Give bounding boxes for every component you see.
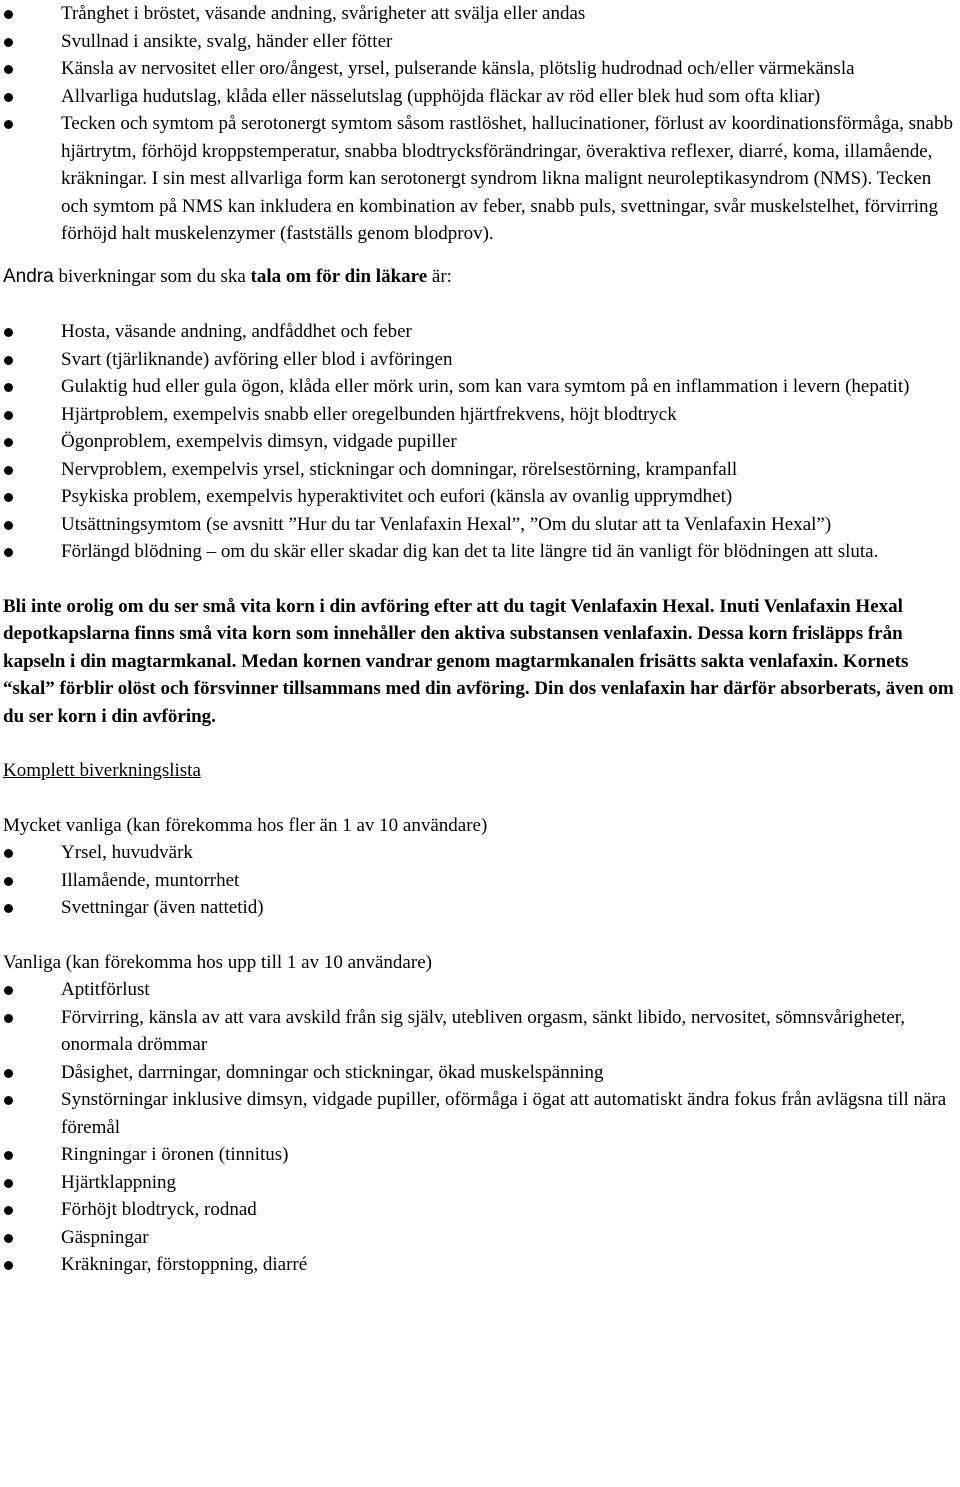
list-item: Svullnad i ansikte, svalg, händer eller fötter: [0, 28, 960, 56]
list-item: Yrsel, huvudvärk: [0, 839, 960, 867]
complete-list-heading: Komplett biverkningslista: [3, 760, 201, 781]
list-item: Dåsighet, darrningar, domningar och stickningar, ökad muskelspänning: [0, 1059, 960, 1087]
list-item: Illamående, muntorrhet: [0, 867, 960, 895]
list-item: Aptitförlust: [0, 976, 960, 1004]
list-item: Hosta, väsande andning, andfåddhet och feber: [0, 318, 960, 346]
list-item: Hjärtklappning: [0, 1169, 960, 1197]
other-side-effects-list: [0, 318, 960, 566]
list-item: Allvarliga hudutslag, klåda eller nässelutslag (upphöjda fläckar av röd eller blek hud som ofta kliar): [0, 83, 960, 111]
list-item: Synstörningar inklusive dimsyn, vidgade pupiller, oförmåga i ögat att automatiskt ändra fokus från avlägsna till nära föremål: [0, 1086, 960, 1141]
granules-info-paragraph: Bli inte orolig om du ser små vita korn i din avföring efter att du tagit Venlafaxin Hexal. Inuti Venlafaxin Hexal depotkapslarna finns små vita korn som innehåller den aktiva substansen venlafaxin. Dessa korn frisläpps från kapseln i din magtarmkanal. Medan kornen vandrar genom magtarmkanalen frisätts sakta venlafaxin. Kornets “skal” förblir olöst och försvinner tillsammans med din avföring. Din dos venlafaxin har därför absorberats, även om du ser korn i din avföring.: [3, 595, 954, 727]
list-item: Tecken och symtom på serotonergt symtom såsom rastlöshet, hallucinationer, förlust av koordinationsförmåga, snabb hjärtrytm, förhöjd kroppstemperatur, snabba blodtrycksförändringar, överaktiva reflexer, diarré, koma, illamående, kräkningar. I sin mest allvarliga form kan serotonergt syndrom likna malignt neuroleptikasyndrom (NMS). Tecken och symtom på NMS kan inkludera en kombination av feber, snabb puls, svettningar, svår muskelstelhet, förvirring förhöjd halt muskelenzymer (fastställs genom blodprov).: [0, 110, 960, 248]
list-item: Förlängd blödning – om du skär eller skadar dig kan det ta lite längre tid än vanligt för blödningen att sluta.: [0, 538, 960, 566]
heading-text-end: är:: [427, 265, 452, 287]
very-common-list: [0, 839, 960, 922]
heading-bold-text: tala om för din läkare: [250, 265, 428, 287]
list-item: Svettningar (även nattetid): [0, 894, 960, 922]
common-heading: Vanliga (kan förekomma hos upp till 1 av 10 användare): [3, 951, 432, 973]
list-item: Ringningar i öronen (tinnitus): [0, 1141, 960, 1169]
list-item: Gäspningar: [0, 1224, 960, 1252]
heading-text: biverkningar som du ska: [53, 265, 251, 287]
list-item: Känsla av nervositet eller oro/ångest, yrsel, pulserande känsla, plötslig hudrodnad och/eller värmekänsla: [0, 55, 960, 83]
list-item: Hjärtproblem, exempelvis snabb eller oregelbunden hjärtfrekvens, höjt blodtryck: [0, 401, 960, 429]
heading-word-andra: Andra: [3, 265, 54, 287]
list-item: Gulaktig hud eller gula ögon, klåda eller mörk urin, som kan vara symtom på en inflammation i levern (hepatit): [0, 373, 960, 401]
list-item: Ögonproblem, exempelvis dimsyn, vidgade pupiller: [0, 428, 960, 456]
serious-side-effects-list: [0, 0, 960, 248]
very-common-heading: Mycket vanliga (kan förekomma hos fler än 1 av 10 användare): [3, 814, 488, 836]
other-side-effects-heading: [0, 263, 960, 291]
list-item: Trånghet i bröstet, väsande andning, svårigheter att svälja eller andas: [0, 0, 960, 28]
list-item: Psykiska problem, exempelvis hyperaktivitet och eufori (känsla av ovanlig upprymdhet): [0, 483, 960, 511]
list-item: Förhöjt blodtryck, rodnad: [0, 1196, 960, 1224]
list-item: Nervproblem, exempelvis yrsel, stickningar och domningar, rörelsestörning, krampanfall: [0, 456, 960, 484]
list-item: Kräkningar, förstoppning, diarré: [0, 1251, 960, 1279]
list-item: Förvirring, känsla av att vara avskild från sig själv, utebliven orgasm, sänkt libido, nervositet, sömnsvårigheter, onormala drömmar: [0, 1004, 960, 1059]
list-item: Utsättningsymtom (se avsnitt ”Hur du tar Venlafaxin Hexal”, ”Om du slutar att ta Venlafaxin Hexal”): [0, 511, 960, 539]
common-list: [0, 976, 960, 1279]
list-item: Svart (tjärliknande) avföring eller blod i avföringen: [0, 346, 960, 374]
